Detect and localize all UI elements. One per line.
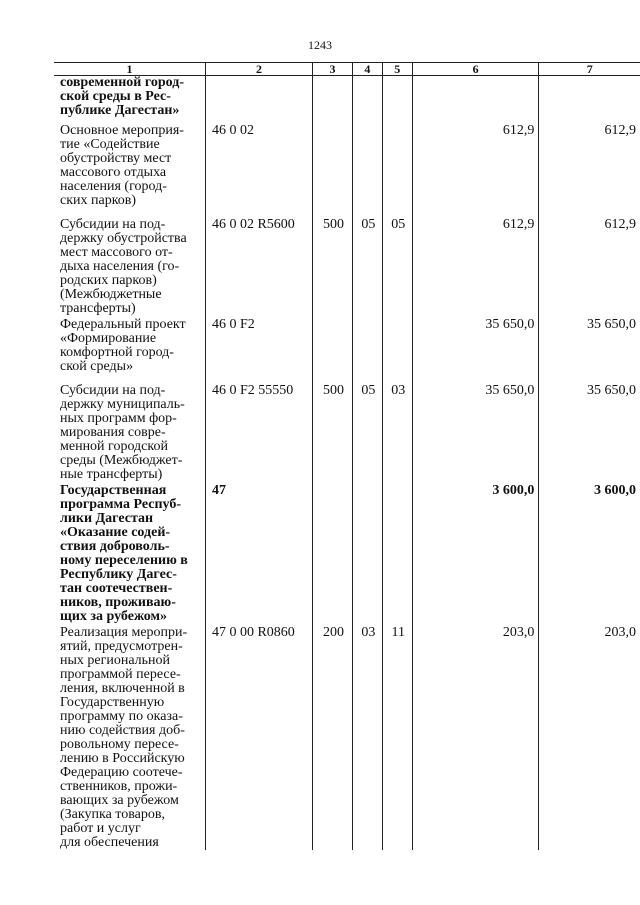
amount-6-cell: 35 650,0 (412, 384, 539, 484)
code-4-cell (352, 318, 382, 384)
page-number: 1243 (308, 38, 332, 52)
code-cell: 47 0 00 R0860 (205, 626, 312, 850)
column-header: 2 (205, 63, 312, 76)
code-5-cell: 05 (382, 218, 412, 318)
code-5-cell (382, 124, 412, 218)
code-cell: 46 0 F2 55550 (205, 384, 312, 484)
code-4-cell: 03 (352, 626, 382, 850)
code-5-cell (382, 76, 412, 125)
table-row (54, 218, 640, 318)
amount-6-cell: 612,9 (412, 218, 539, 318)
amount-7-cell: 612,9 (539, 218, 640, 318)
code-cell: 46 0 02 R5600 (205, 218, 312, 318)
code-4-cell (352, 124, 382, 218)
code-5-cell (382, 318, 412, 384)
code-5-cell: 03 (382, 384, 412, 484)
amount-6-cell (412, 76, 539, 125)
column-header: 4 (352, 63, 382, 76)
amount-7-cell: 3 600,0 (539, 484, 640, 626)
table-row (54, 76, 640, 125)
amount-7-cell: 612,9 (539, 124, 640, 218)
code-3-cell (313, 484, 353, 626)
code-5-cell: 11 (382, 626, 412, 850)
amount-7-cell: 203,0 (539, 626, 640, 850)
column-header: 7 (539, 63, 640, 76)
code-3-cell: 500 (313, 218, 353, 318)
amount-6-cell: 612,9 (412, 124, 539, 218)
row-name-cell: Реализация меропри- ятий, предусмотрен- ных региональной программой пересе- ления, включенной в Государственную программу по оказа- нию содействия доб- ровольному пересе- лению в Российскую Федерацию соотече- ственников, прожи- вающих за рубежом (Закупка товаров, работ и услуг для обеспечения (54, 626, 205, 850)
column-header: 1 (54, 63, 205, 76)
table-row (54, 124, 640, 218)
table-header-row (54, 63, 640, 76)
row-name-cell: Субсидии на под- держку муниципаль- ных программ фор- мирования совре- менной городской среды (Межбюджет- ные трансферты) (54, 384, 205, 484)
code-3-cell: 500 (313, 384, 353, 484)
column-header: 5 (382, 63, 412, 76)
code-3-cell (313, 76, 353, 125)
code-4-cell: 05 (352, 384, 382, 484)
row-name-cell: Государственная программа Респуб- лики Дагестан «Оказание содей- ствия доброволь- ному переселению в Республику Дагес- тан соотечествен- ников, проживаю- щих за рубежом» (54, 484, 205, 626)
amount-7-cell: 35 650,0 (539, 384, 640, 484)
row-name-cell: Субсидии на под- держку обустройства мест массового от- дыха населения (го- родских парков) (Межбюджетные трансферты) (54, 218, 205, 318)
row-name-cell: Основное мероприя- тие «Содействие обустройству мест массового отдыха населения (город- ских парков) (54, 124, 205, 218)
code-cell: 46 0 02 (205, 124, 312, 218)
code-3-cell (313, 124, 353, 218)
code-cell: 47 (205, 484, 312, 626)
code-3-cell: 200 (313, 626, 353, 850)
table-row (54, 484, 640, 626)
code-4-cell (352, 76, 382, 125)
code-4-cell: 05 (352, 218, 382, 318)
row-name-cell: современной город- ской среды в Рес- публике Дагестан» (54, 76, 205, 125)
column-header: 6 (412, 63, 539, 76)
table-row (54, 626, 640, 850)
amount-6-cell: 35 650,0 (412, 318, 539, 384)
amount-7-cell (539, 76, 640, 125)
table-row (54, 384, 640, 484)
budget-table (54, 62, 640, 850)
amount-7-cell: 35 650,0 (539, 318, 640, 384)
table-row (54, 318, 640, 384)
row-name-cell: Федеральный проект «Формирование комфортной город- ской среды» (54, 318, 205, 384)
code-cell: 46 0 F2 (205, 318, 312, 384)
amount-6-cell: 203,0 (412, 626, 539, 850)
amount-6-cell: 3 600,0 (412, 484, 539, 626)
code-5-cell (382, 484, 412, 626)
code-4-cell (352, 484, 382, 626)
code-3-cell (313, 318, 353, 384)
code-cell (205, 76, 312, 125)
column-header: 3 (313, 63, 353, 76)
